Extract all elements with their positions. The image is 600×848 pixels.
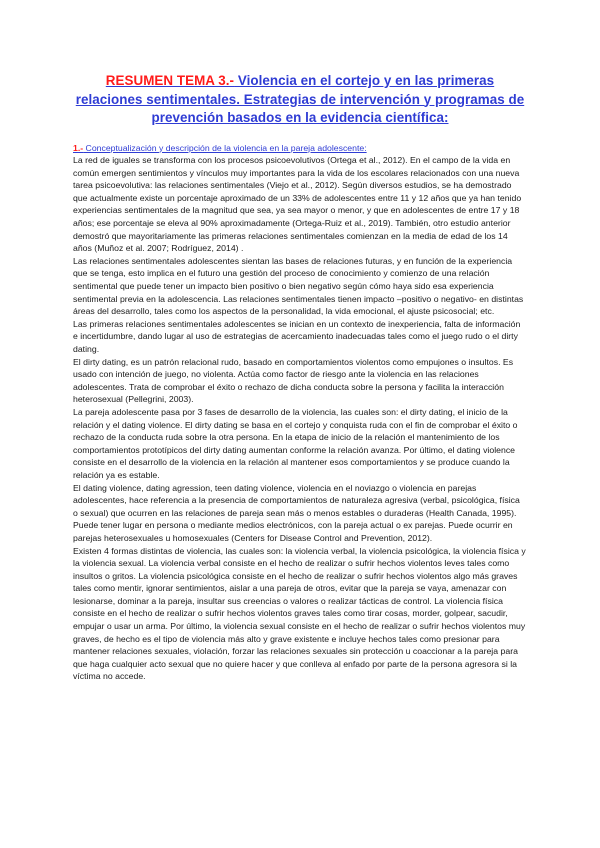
- paragraph: El dating violence, dating agression, teen dating violence, violencia en el noviazgo o violencia en parejas adolescentes, hace referencia a la presencia de comportamientos de naturaleza agresiva (verbal, psicológica, física o sexual) que ocurren en las relaciones de pareja sean más o menos estables o duraderas (Health Canada, 1995). Puede tener lugar en persona o mediante medios electrónicos, con la pareja actual o ex parejas. Puede ocurrir en parejas heterosexuales u homosexuales (Centers for Disease Control and Prevention, 2012).: [73, 482, 520, 543]
- paragraph: Las relaciones sentimentales adolescentes sientan las bases de relaciones futuras, y en función de la experiencia que se tenga, esto implica en el futuro una gestión del proceso de conocimiento y comienzo de una relación sentimental que puede tener un impacto bien positivo o bien negativo según cómo haya sido esa experiencia sentimental previa en la adolescencia. Las relaciones sentimentales tienen impacto –positivo o negativo- en distintas áreas del desarrollo, tales como los aspectos de la personalidad, la vida emocional, el ajuste psicosocial; etc.: [73, 255, 524, 317]
- section-heading-text: Conceptualización y descripción de la violencia en la pareja adolescente:: [83, 142, 367, 153]
- title-text: Violencia en el cortejo y en las primeras relaciones sentimentales. Estrategias de intervención y programas de prevención basados en la evidencia científica:: [75, 73, 525, 125]
- paragraph: La pareja adolescente pasa por 3 fases de desarrollo de la violencia, las cuales son: el dirty dating, el inicio de la relación y el dating violence. El dirty dating se basa en el cortejo y conquista ruda con el fin de comprobar el éxito o rechazo de la conducta ruda sobre la otra persona. En la etapa de inicio de la relación el mantenimiento de los comportamientos prototípicos del dirty dating aumentan conforme la relación avanza. Por último, el dating violence consiste en el desarrollo de la violencia en la relación al mantener esos comportamientos y se produce cuando la relación ya es estable.: [73, 406, 518, 480]
- paragraph: El dirty dating, es un patrón relacional rudo, basado en comportamientos violentos como empujones o insultos. Es usado con intención de juego, no violenta. Actúa como factor de riesgo ante la violencia en las relaciones adolescentes. Trata de comprobar el éxito o rechazo de dicha conducta sobre la persona y facilita la interacción heterosexual (Pellegrini, 2003).: [73, 356, 514, 405]
- paragraph: La red de iguales se transforma con los procesos psicoevolutivos (Ortega et al., 2012). En el campo de la vida en común emergen sentimientos y vínculos muy importantes para la vida de los escolares relacionados con una nueva tarea psicoevolutiva: las relaciones sentimentales (Viejo et al., 2012). Según diversos estudios, se ha demostrado que actualmente existe un porcentaje aproximado de un 33% de adolescentes entre 11 y 12 años que ya han tenido experiencias sentimentales de la magnitud que sea, ya sea mayor o menor, y que en adolescentes de entre 17 y 18 años; ese porcentaje se eleva al 90% aproximadamente (Ortega-Ruiz et al., 2019). También, otro estudio anterior demostró que mayoritariamente las primeras relaciones sentimentales comienzan en la media de edad de los 14 años (Muñoz et al. 2007; Rodríguez, 2014) .: [73, 155, 522, 254]
- title-number: RESUMEN TEMA 3.-: [105, 73, 235, 88]
- paragraph: Las primeras relaciones sentimentales adolescentes se inician en un contexto de inexperiencia, falta de información e incertidumbre, dando lugar al uso de estrategias de acercamiento inadecuadas tales como el juego rudo o el dirty dating.: [73, 318, 521, 354]
- section-heading: [73, 142, 527, 155]
- document-title: [73, 72, 527, 128]
- section-number: 1.-: [73, 142, 84, 153]
- paragraph: Existen 4 formas distintas de violencia, las cuales son: la violencia verbal, la violencia psicológica, la violencia física y la violencia sexual. La violencia verbal consiste en el hecho de realizar o sufrir hechos violentos leves tales como insultos o gritos. La violencia psicológica consiste en el hecho de realizar o sufrir hechos violentos algo más graves tales como mentir, ignorar sentimientos, aislar a una pareja de otros, evitar que la pareja se vaya, amenazar con lesionarse, dominar a la pareja, insultar sus creencias o valores o realizar tácticas de control. La violencia física consiste en el hecho de realizar o sufrir hechos violentos graves tales como tirar cosas, morder, golpear, sacudir, empujar o usar un arma. Por último, la violencia sexual consiste en el hecho de realizar o sufrir hechos violentos muy graves, de hecho es el tipo de violencia más alto y grave existente e incluye hechos tales como presionar para mantener relaciones sexuales, violación, forzar las relaciones sexuales sin protección u coaccionar a la pareja para que haga cualquier acto sexual que no quiere hacer y que conlleva al enfado por parte de la persona agresora si la víctima no accede.: [73, 545, 526, 682]
